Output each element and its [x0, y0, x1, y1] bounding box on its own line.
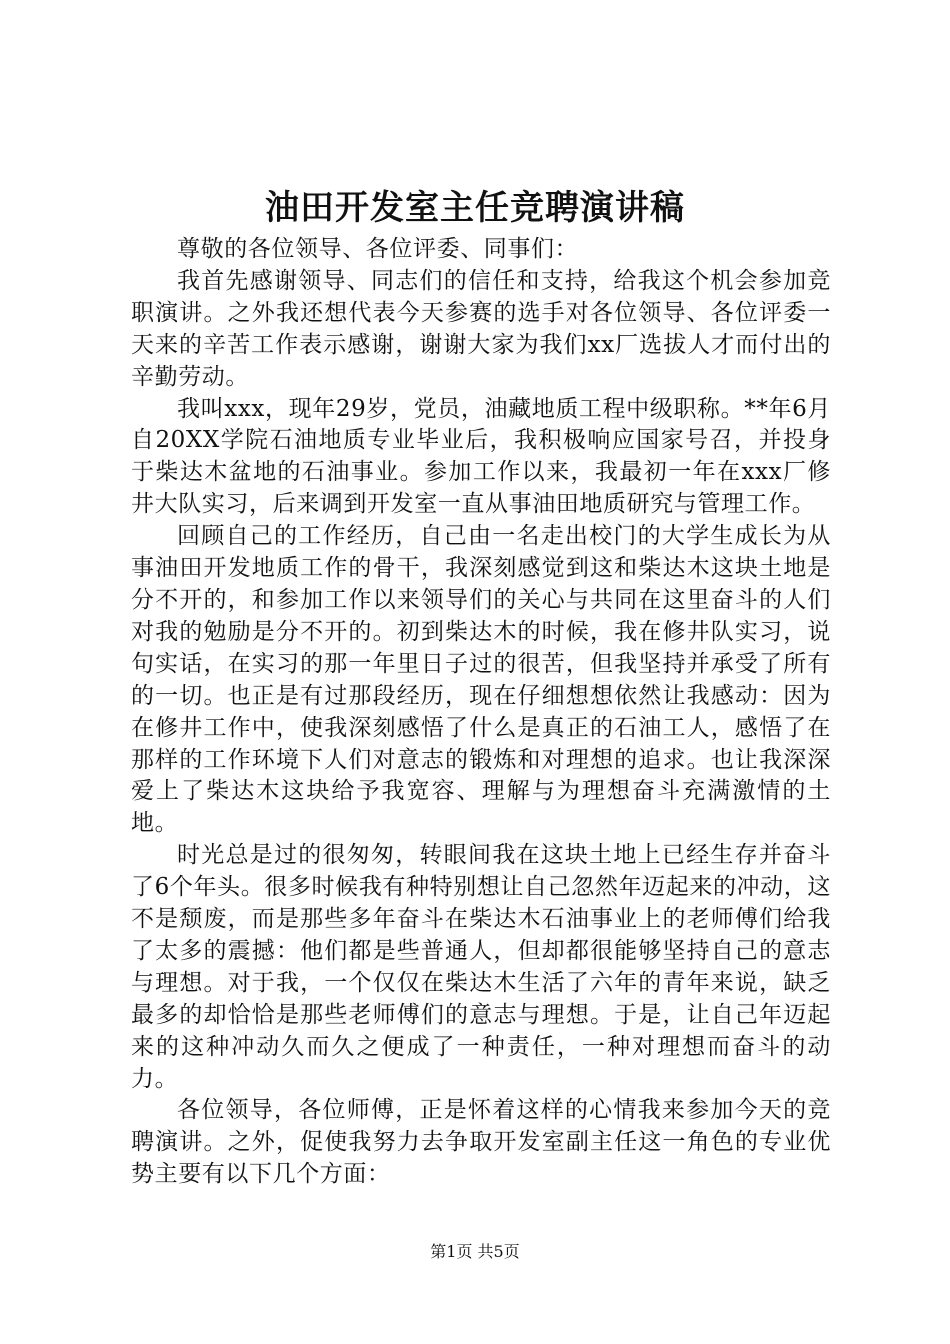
- paragraph-thanks: 我首先感谢领导、同志们的信任和支持，给我这个机会参加竞职演讲。之外我还想代表今天参赛的选手对各位领导、各位评委一天来的辛苦工作表示感谢，谢谢大家为我们xx厂选拔人才而付出的辛勤劳动。: [131, 267, 831, 390]
- paragraph-experience: 回顾自己的工作经历，自己由一名走出校门的大学生成长为从事油田开发地质工作的骨干，我深刻感觉到这和柴达木这块土地是分不开的，和参加工作以来领导们的关心与共同在这里奋斗的人们对我的勉励是分不开的。初到柴达木的时候，我在修井队实习，说句实话，在实习的那一年里日子过的很苦，但我坚持并承受了所有的一切。也正是有过那段经历，现在仔细想想依然让我感动：因为在修井工作中，使我深刻感悟了什么是真正的石油工人，感悟了在那样的工作环境下人们对意志的锻炼和对理想的追求。也让我深深爱上了柴达木这块给予我宽容、理解与为理想奋斗充满激情的土地。: [131, 523, 831, 837]
- document-body: [131, 234, 831, 1191]
- paragraph-motivation: 各位领导，各位师傅，正是怀着这样的心情我来参加今天的竞聘演讲。之外，促使我努力去争取开发室副主任这一角色的专业优势主要有以下几个方面：: [131, 1097, 831, 1188]
- paragraph-reflection: 时光总是过的很匆匆，转眼间我在这块土地上已经生存并奋斗了6个年头。很多时候我有种特别想让自己忽然年迈起来的冲动，这不是颓废，而是那些多年奋斗在柴达木石油事业上的老师傅们给我了太多的震撼：他们都是些普通人，但却都很能够坚持自己的意志与理想。对于我，一个仅仅在柴达木生活了六年的青年来说，缺乏最多的却恰恰是那些老师傅们的意志与理想。于是，让自己年迈起来的这种冲动久而久之便成了一种责任，一种对理想而奋斗的动力。: [131, 842, 831, 1092]
- page-number-footer: 第1页 共5页: [430, 1242, 520, 1261]
- paragraph-salutation: 尊敬的各位领导、各位评委、同事们：: [177, 236, 579, 262]
- document-title: 油田开发室主任竞聘演讲稿: [265, 188, 685, 228]
- paragraph-introduction: 我叫xxx，现年29岁，党员，油藏地质工程中级职称。**年6月自20XX学院石油地质专业毕业后，我积极响应国家号召，并投身于柴达木盆地的石油事业。参加工作以来，我最初一年在xxx厂修井大队实习，后来调到开发室一直从事油田地质研究与管理工作。: [131, 395, 831, 518]
